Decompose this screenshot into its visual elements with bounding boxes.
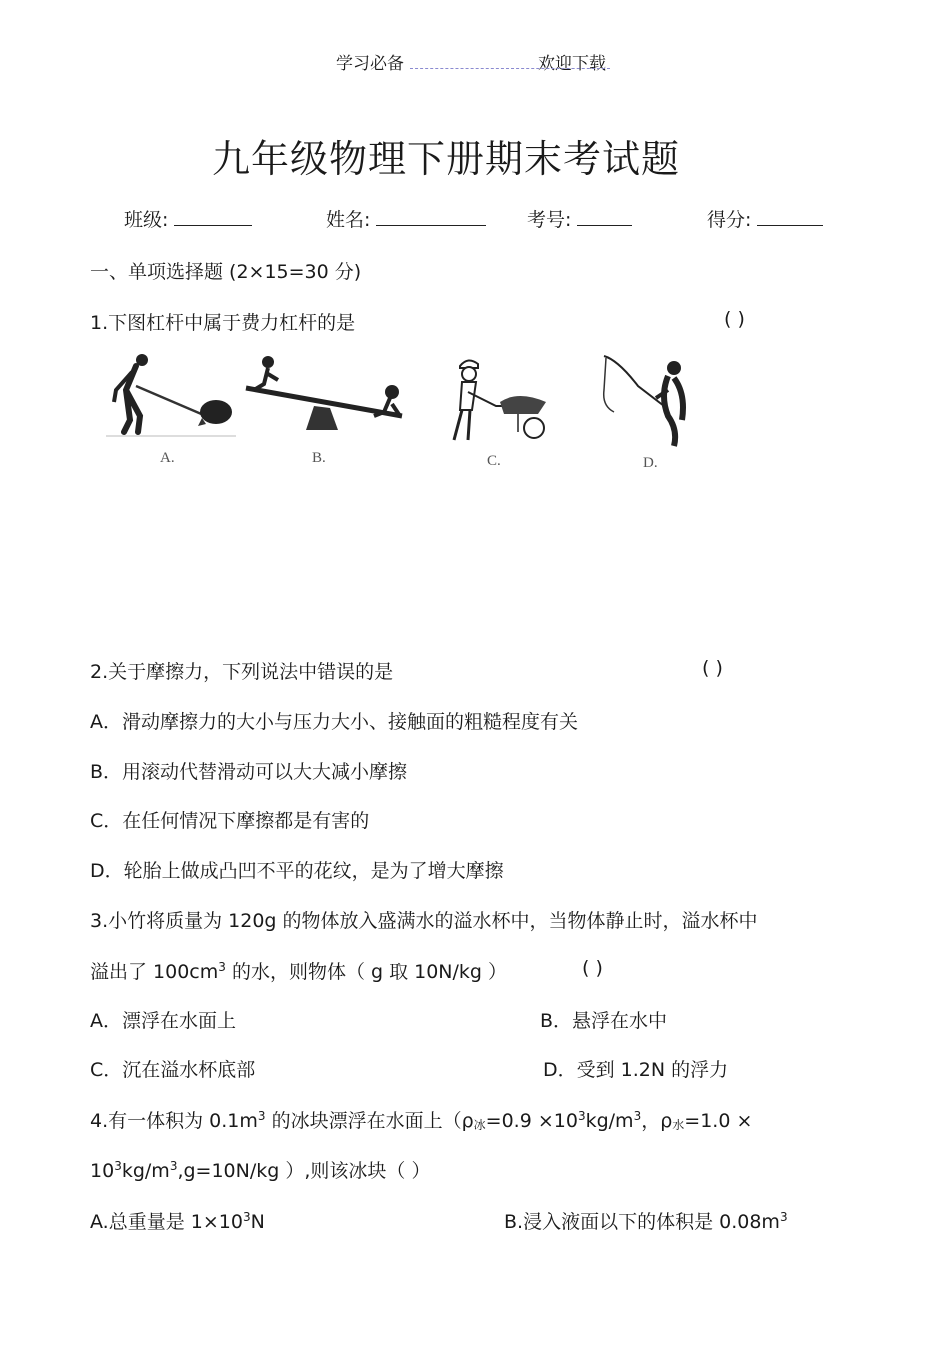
header-divider	[410, 68, 610, 69]
q3-stem-line1: 3.小竹将质量为 120g 的物体放入盛满水的溢水杯中，当物体静止时，溢水杯中	[90, 910, 758, 932]
lever-figure-a	[106, 350, 236, 440]
class-field	[124, 205, 252, 232]
figure-label-c: C.	[487, 453, 501, 469]
q2-option-d[interactable]: D．轮胎上做成凸凹不平的花纹，是为了增大摩擦	[90, 860, 504, 882]
q4-option-b[interactable]	[504, 1207, 788, 1234]
q3-option-c[interactable]: C．沉在溢水杯底部	[90, 1059, 256, 1081]
q4-sub-water: 水	[672, 1118, 685, 1132]
fishing-figure-d	[598, 350, 698, 450]
score-field	[707, 205, 823, 232]
q4-text-4: kg/m	[585, 1110, 634, 1132]
q4-option-b-sup: 3	[779, 1210, 788, 1224]
q4-sup-4: 3	[114, 1159, 122, 1173]
name-label: 姓名:	[326, 209, 371, 231]
score-label: 得分:	[707, 209, 752, 231]
header-left: 学习必备	[336, 54, 404, 74]
q4-text-7: 10	[90, 1160, 115, 1182]
q4-sup-2: 3	[577, 1109, 586, 1123]
q4-sub-ice: 冰	[473, 1118, 486, 1132]
q2-option-a[interactable]: A．滑动摩擦力的大小与压力大小、接触面的粗糙程度有关	[90, 711, 578, 733]
q2-stem: 2.关于摩擦力，下列说法中错误的是	[90, 661, 394, 683]
page-title: 九年级物理下册期末考试题	[212, 137, 681, 181]
name-field	[326, 205, 486, 232]
figure-label-d: D.	[643, 455, 658, 471]
section-heading: 一、单项选择题 (2×15=30 分)	[90, 261, 362, 283]
exam-number-label: 考号:	[527, 209, 572, 231]
q4-stem-line2	[90, 1156, 430, 1183]
q3-stem-line2-text: 溢出了 100cm	[90, 961, 219, 983]
q2-option-c[interactable]: C．在任何情况下摩擦都是有害的	[90, 810, 370, 832]
q4-option-b-text: B.浸入液面以下的体积是 0.08m	[504, 1211, 780, 1233]
figure-label-a: A.	[160, 450, 175, 466]
q2-answer-paren: ( )	[702, 657, 723, 679]
q4-option-a-text: A.总重量是 1×10	[90, 1211, 243, 1233]
q3-stem-line2-sup: 3	[218, 960, 226, 974]
header-right: 欢迎下载	[538, 54, 606, 74]
q4-text-1: 4.有一体积为 0.1m	[90, 1110, 258, 1132]
q4-sup-1: 3	[257, 1109, 266, 1123]
class-label: 班级:	[124, 209, 169, 231]
q4-text-5: ，ρ	[641, 1110, 673, 1132]
seesaw-figure-b	[240, 350, 408, 440]
q4-sup-5: 3	[169, 1159, 178, 1173]
q4-sup-3: 3	[633, 1109, 642, 1123]
name-blank[interactable]	[376, 224, 486, 226]
q4-stem-line1	[90, 1106, 752, 1133]
q4-text-2: 的冰块漂浮在水面上（ρ	[265, 1110, 474, 1132]
q3-stem-line2-text-b: 的水，则物体（ g 取 10N/kg ）	[225, 961, 508, 983]
q4-option-a-unit: N	[250, 1211, 265, 1233]
q3-option-a[interactable]: A．漂浮在水面上	[90, 1010, 236, 1032]
exam-number-field	[527, 205, 632, 232]
q3-stem-line2	[90, 957, 507, 984]
q1-answer-paren: ( )	[724, 308, 745, 330]
q2-option-b[interactable]: B．用滚动代替滑动可以大大减小摩擦	[90, 761, 408, 783]
q4-option-a[interactable]	[90, 1207, 265, 1234]
q3-option-b[interactable]: B．悬浮在水中	[540, 1010, 668, 1032]
q4-text-8: kg/m	[121, 1160, 170, 1182]
score-blank[interactable]	[757, 224, 823, 226]
class-blank[interactable]	[174, 224, 252, 226]
figure-label-b: B.	[312, 450, 326, 466]
q4-text-9: ,g=10N/kg ）,则该冰块（ ）	[177, 1160, 431, 1182]
q3-answer-paren: ( )	[582, 957, 603, 979]
q4-text-6: =1.0 ×	[684, 1110, 753, 1132]
exam-number-blank[interactable]	[577, 224, 632, 226]
q3-option-d[interactable]: D．受到 1.2N 的浮力	[543, 1059, 729, 1081]
wheelbarrow-figure-c	[438, 352, 556, 448]
q1-stem: 1.下图杠杆中属于费力杠杆的是	[90, 312, 356, 334]
q4-text-3: =0.9 ×10	[485, 1110, 578, 1132]
q4-option-a-sup: 3	[242, 1210, 251, 1224]
